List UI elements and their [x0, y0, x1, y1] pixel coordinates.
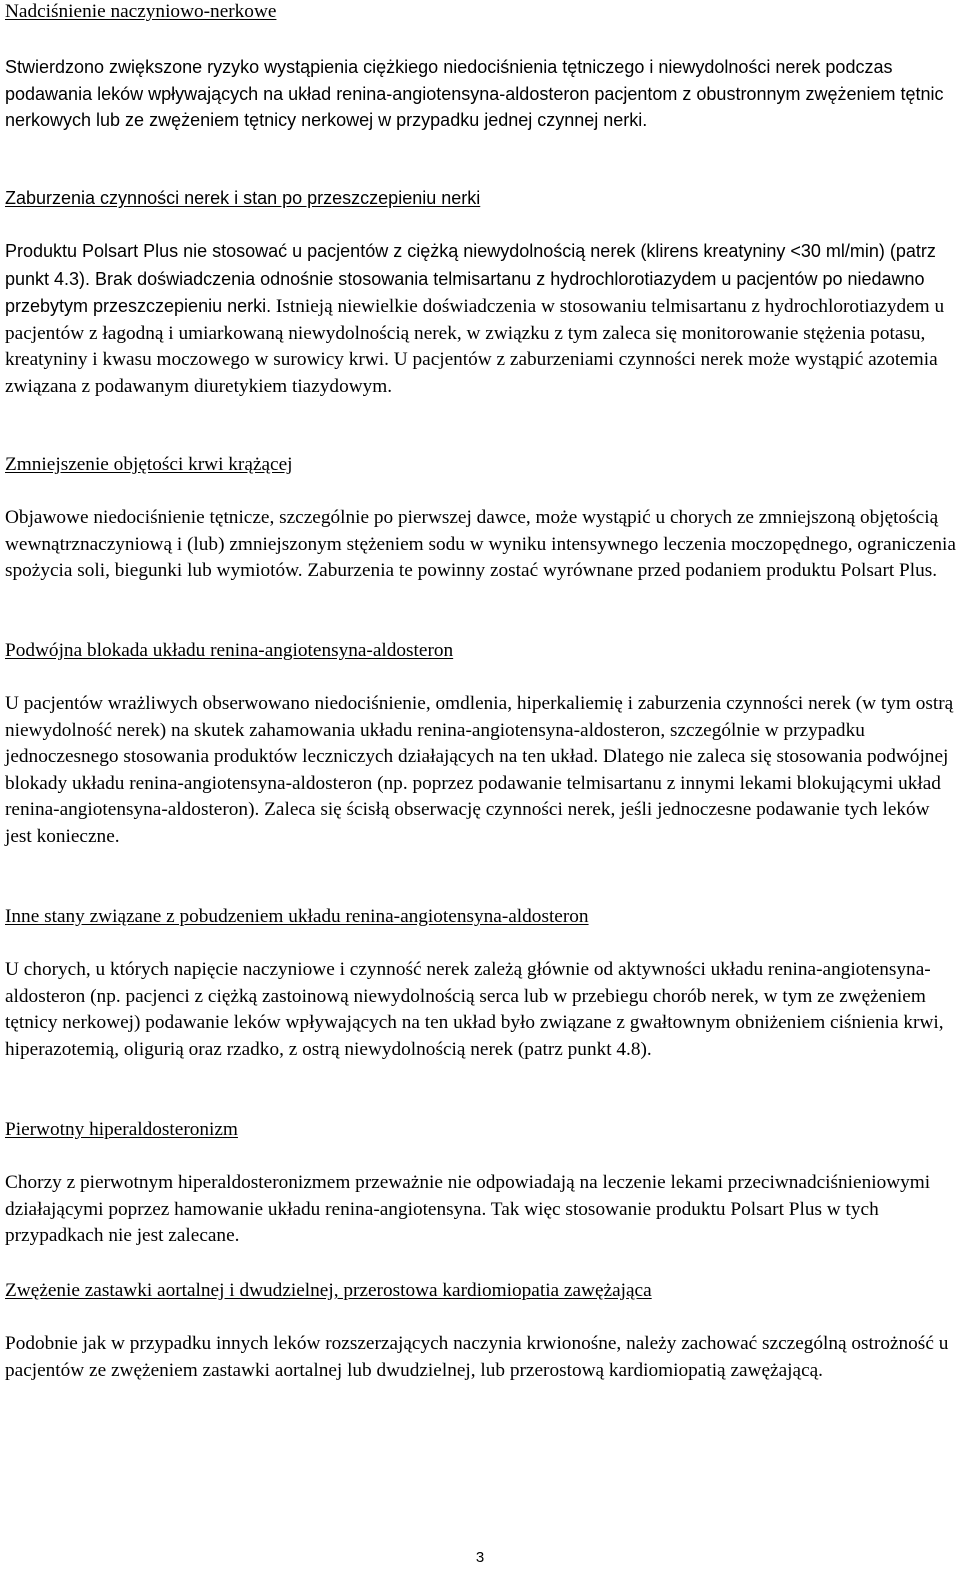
section-other-raas-conditions: [5, 904, 957, 931]
paragraph-text: Objawowe niedociśnienie tętnicze, szczególnie po pierwszej dawce, może wystąpić u chorych ze zmniejszoną objętością wewnątrznaczyniową i (lub) zmniejszonym stężeniem sodu w wyniku intensywnego leczenia moczopędnego, ograniczenia spożycia soli, biegunki lub wymiotów. Zaburzenia te powinny zostać wyrównane przed podaniem produktu Polsart Plus.: [5, 507, 956, 581]
section-heading: Zwężenie zastawki aortalnej i dwudzielnej, przerostowa kardiomiopatia zawężająca: [5, 1280, 652, 1301]
section-heading: Pierwotny hiperaldosteronizm: [5, 1119, 238, 1140]
paragraph-text: Podobnie jak w przypadku innych leków rozszerzających naczynia krwionośne, należy zachować szczególną ostrożność u pacjentów ze zwężeniem zastawki aortalnej lub dwudzielnej, lub przerostową kardiomiopatią zawężającą.: [5, 1333, 949, 1381]
section-paragraph: [5, 691, 957, 850]
section-valve-stenosis: [5, 1278, 957, 1305]
paragraph-text: Chorzy z pierwotnym hiperaldosteronizmem przeważnie nie odpowiadają na leczenie lekami przeciwnadciśnieniowymi działającymi poprzez hamowanie układu renina-angiotensyna. Tak więc stosowanie produktu Polsart Plus w tych przypadkach nie jest zalecane.: [5, 1172, 931, 1246]
section-heading: Zaburzenia czynności nerek i stan po przeszczepieniu nerki: [5, 188, 481, 208]
page-number: 3: [475, 1549, 485, 1566]
section-renovascular-hypertension: [5, 0, 957, 26]
section-volume-depletion: [5, 452, 957, 479]
section-paragraph: [5, 505, 957, 585]
section-primary-aldosteronism: [5, 1117, 957, 1144]
paragraph-text: U pacjentów wrażliwych obserwowano niedociśnienie, omdlenia, hiperkaliemię i zaburzenia czynności nerek (w tym ostrą niewydolność nerek) na skutek zahamowania układu renina-angiotensyna-aldosteron, szczególnie w przypadku jednoczesnego stosowania produktów leczniczych działających na ten układ. Dlatego nie zaleca się stosowania podwójnej blokady układu renina-angiotensyna-aldosteron (np. poprzez podawanie telmisartanu z innymi lekami blokującymi układ renina-angiotensyna-aldosteron). Zaleca się ścisłą obserwację czynności nerek, jeśli jednoczesne podawanie tych leków jest konieczne.: [5, 693, 954, 847]
section-heading: Nadciśnienie naczyniowo-nerkowe: [5, 1, 277, 22]
section-heading: Zmniejszenie objętości krwi krążącej: [5, 454, 293, 475]
paragraph-text: U chorych, u których napięcie naczyniowe i czynność nerek zależą głównie od aktywności układu renina-angiotensyna-aldosteron (np. pacjenci z ciężką zastoinową niewydolnością serca lub w przebiegu chorób nerek, w tym ze zwężeniem tętnicy nerkowej) podawanie leków wpływających na ten układ było związane z gwałtownym obniżeniem ciśnienia krwi, hiperazotemią, oligurią oraz rzadko, z ostrą niewydolnością nerek (patrz punkt 4.8).: [5, 959, 944, 1060]
section-paragraph: [5, 54, 945, 134]
section-paragraph: [5, 957, 957, 1063]
paragraph-text: Stwierdzono zwiększone ryzyko wystąpienia ciężkiego niedociśnienia tętniczego i niewydolności nerek podczas podawania leków wpływających na układ renina-angiotensyna-aldosteron pacjentom z obustronnym zwężeniem tętnic nerkowych lub ze zwężeniem tętnicy nerkowej w przypadku jednej czynnej nerki.: [5, 57, 944, 130]
paragraph-text-part: Produktu Polsart Plus nie stosować u pacjentów z ciężką niewydolnością nerek (klirens kreatyniny <30 ml/min) (patrz punkt 4.3). Brak doświadczenia odnośnie stosowania telmisartanu z hydrochlorotiazydem u pacjentów po niedawno przebytym przeszczepieniu nerki.: [5, 241, 936, 316]
section-dual-blockade: [5, 638, 957, 665]
section-renal-impairment: [5, 185, 957, 212]
paragraph-text-part: Istnieją niewielkie doświadczenia w stosowaniu telmisartanu z hydrochlorotiazydem u pacjentów z łagodną i umiarkowaną niewydolnością nerek, w związku z tym zaleca się monitorowanie stężenia potasu, kreatyniny i kwasu moczowego w surowicy krwi. U pacjentów z zaburzeniami czynności nerek może wystąpić azotemia związana z podawanym diuretykiem tiazydowym.: [5, 296, 945, 397]
section-paragraph: [5, 1170, 957, 1250]
section-heading: Podwójna blokada układu renina-angiotensyna-aldosteron: [5, 640, 454, 661]
section-paragraph: [5, 1331, 957, 1384]
section-paragraph: [5, 238, 957, 400]
section-heading: Inne stany związane z pobudzeniem układu renina-angiotensyna-aldosteron: [5, 906, 589, 927]
